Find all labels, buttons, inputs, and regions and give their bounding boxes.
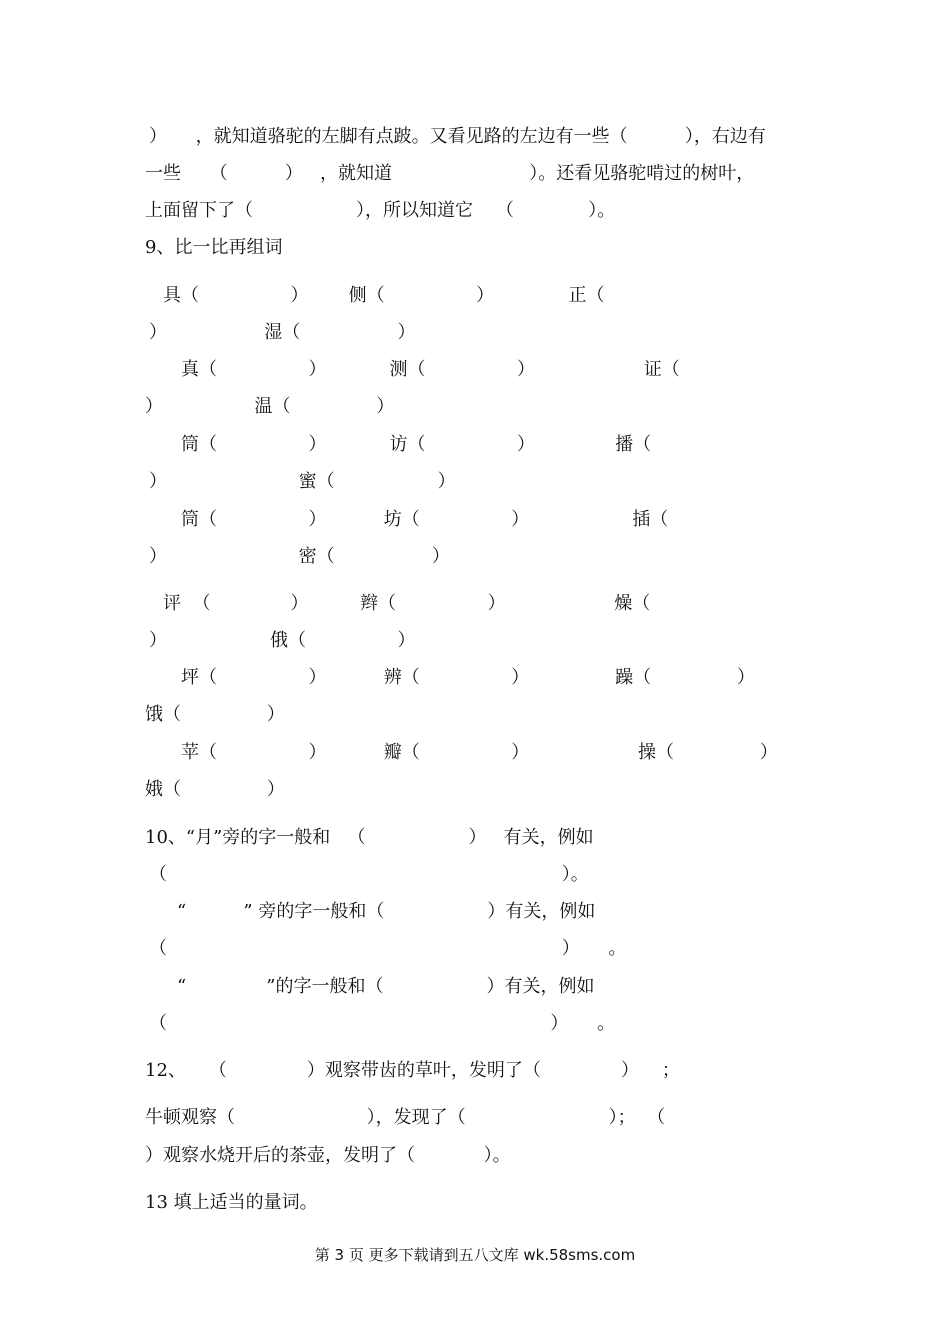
question-10-line-3: “ ” 旁的字一般和（ ）有关，例如 — [177, 901, 596, 922]
question-10-line-2: （ ）。 — [149, 864, 589, 885]
word-row-7: 筒（ ） 坊（ ） 插（ — [181, 509, 669, 530]
word-row-10: ） 俄（ ） — [149, 630, 416, 651]
question-10-line-4: （ ） 。 — [149, 938, 627, 959]
question-12-line-3: ）观察水烧开后的茶壶，发明了（ ）。 — [145, 1145, 511, 1166]
word-row-2: ） 湿（ ） — [149, 322, 416, 343]
word-row-9: 评 （ ） 辫（ ） 燥（ — [163, 593, 651, 614]
question-10-line-6: （ ） 。 — [149, 1013, 615, 1034]
word-row-4: ） 温（ ） — [145, 396, 395, 417]
question-10-line-5: “ ”的字一般和（ ）有关，例如 — [177, 976, 595, 997]
word-row-6: ） 蜜（ ） — [149, 471, 456, 492]
passage-line-1: ） ，就知道骆驼的左脚有点跛。又看见路的左边有一些（ ），右边有 — [149, 126, 766, 147]
word-row-11: 坪（ ） 辨（ ） 躁（ ） — [181, 667, 755, 688]
word-row-8: ） 密（ ） — [149, 546, 450, 567]
word-row-5: 筒（ ） 访（ ） 播（ — [181, 434, 652, 455]
passage-line-3: 上面留下了（ ），所以知道它 （ ）。 — [145, 200, 616, 221]
question-10-line-1: 10、“月”旁的字一般和 （ ） 有关，例如 — [145, 827, 594, 848]
page-footer: 第 3 页 更多下载请到五八文库 wk.58sms.com — [314, 1246, 636, 1264]
passage-line-2: 一些 （ ） ，就知道 ）。还看见骆驼啃过的树叶， — [145, 163, 755, 184]
word-row-14: 娥（ ） — [145, 779, 285, 800]
word-row-3: 真（ ） 测（ ） 证（ — [181, 359, 680, 380]
question-12-line-2: 牛顿观察（ ），发现了（ ）； （ — [145, 1107, 666, 1128]
question-9-heading: 9、比一比再组词 — [145, 237, 283, 258]
question-13-heading: 13 填上适当的量词。 — [145, 1192, 318, 1213]
question-12-line-1: 12、 （ ）观察带齿的草叶，发明了（ ） ； — [145, 1060, 680, 1081]
word-row-12: 饿（ ） — [145, 704, 285, 725]
word-row-1: 具（ ） 侧（ ） 正（ — [163, 285, 605, 306]
word-row-13: 苹（ ） 瓣（ ） 操（ ） — [181, 742, 778, 763]
